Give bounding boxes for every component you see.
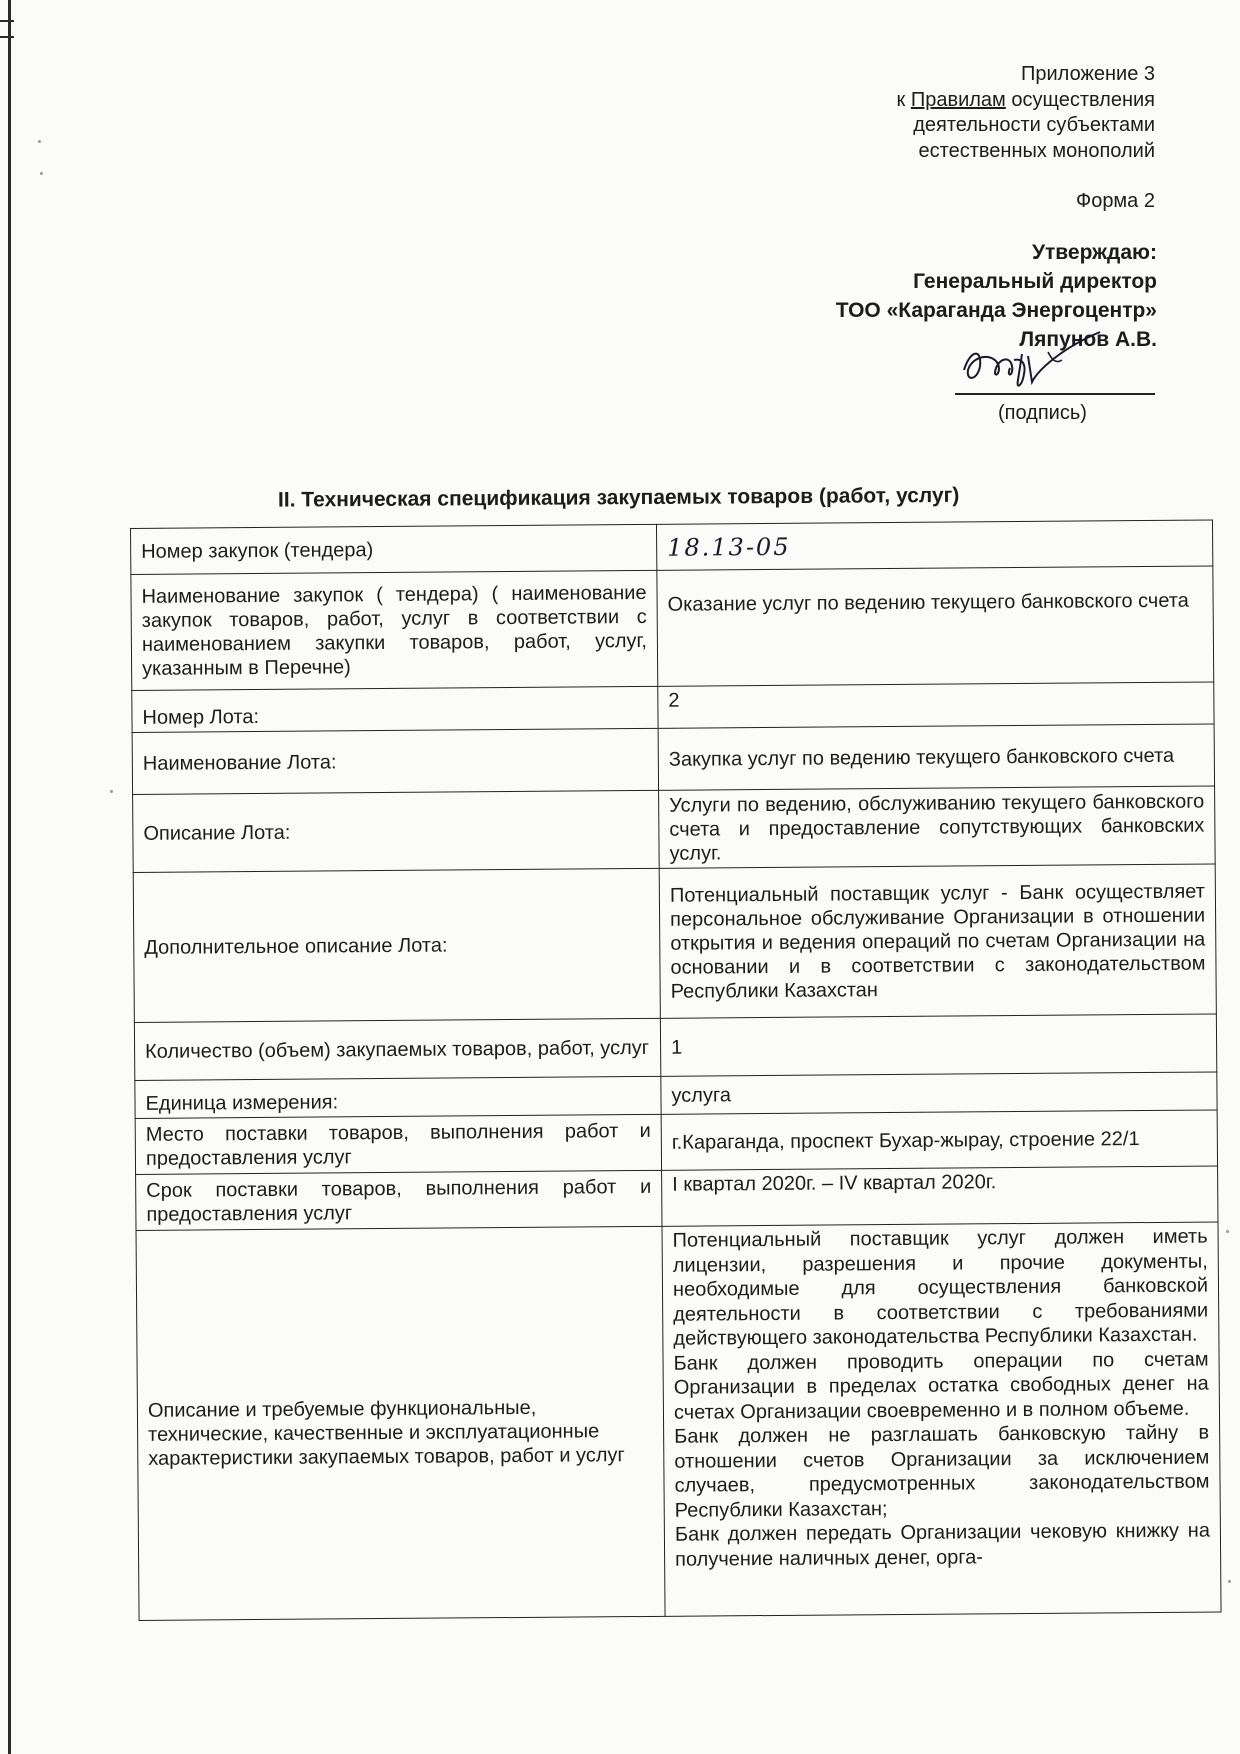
row-label: Количество (объем) закупаемых товаров, работ, услуг	[134, 1018, 660, 1080]
row-label: Описание и требуемые функциональные, технические, качественные и эксплуатационные характеристики закупаемых товаров, работ и услуг	[136, 1226, 665, 1620]
row-label: Номер закупок (тендера)	[131, 524, 657, 574]
appendix-header	[735, 62, 1155, 164]
scan-speck	[38, 140, 41, 143]
requirement-paragraph: Банк должен передать Организации чековую книжку на получение наличных денег, орга-	[674, 1519, 1210, 1571]
scan-speck	[110, 790, 113, 793]
row-value: Услуги по ведению, обслуживанию текущего банковского счета и предоставление сопутствующих банковских услуг.	[659, 786, 1216, 868]
row-value: г.Караганда, проспект Бухар-жырау, строение 22/1	[661, 1110, 1217, 1170]
row-value: 1	[660, 1014, 1216, 1076]
binding-edge	[8, 0, 11, 1754]
row-label: Место поставки товаров, выполнения работ и предоставления услуг	[135, 1114, 661, 1174]
row-value: Оказание услуг по ведению текущего банковского счета	[657, 566, 1214, 686]
approver-position: Генеральный директор	[913, 270, 1157, 293]
table-row	[132, 724, 1214, 794]
signature-line	[955, 393, 1155, 395]
row-label: Дополнительное описание Лота:	[133, 868, 660, 1022]
binding-mark	[0, 36, 14, 38]
row-label: Номер Лота:	[132, 686, 658, 732]
table-row	[136, 1166, 1218, 1230]
table-row	[135, 1110, 1217, 1174]
requirement-paragraph: Потенциальный поставщик услуг должен иметь лицензии, разрешения и прочие документы, необходимые для осуществления банковской деятельности в соответствии с требованиями действующего законодательства Республики Казахстан.	[672, 1225, 1209, 1350]
row-value: услуга	[661, 1072, 1217, 1114]
table-row	[131, 566, 1214, 690]
appendix-number: Приложение 3	[1021, 63, 1155, 85]
requirement-paragraph: Банк должен не разглашать банковскую тайну в отношении счетов Организации за исключением случаев, предусмотренных законодательством Республики Казахстан;	[674, 1421, 1210, 1522]
scan-speck	[1228, 1580, 1231, 1583]
row-label: Наименование Лота:	[132, 728, 658, 794]
scan-speck	[1226, 1230, 1229, 1233]
approval-heading: Утверждаю:	[1031, 241, 1157, 264]
row-value: I квартал 2020г. – IV квартал 2020г.	[662, 1166, 1218, 1226]
table-row	[136, 1222, 1221, 1620]
row-label: Наименование закупок ( тендера) ( наименование закупок товаров, работ, услуг в соответствии с наименованием закупки товаров, работ, услуг, указанным в Перечне)	[131, 570, 658, 690]
table-row	[134, 1014, 1216, 1080]
requirement-paragraph: Банк должен проводить операции по счетам Организации в пределах остатка свободных денег на счетах Организации своевременно и в полном объеме.	[673, 1348, 1209, 1424]
section-title: II. Техническая спецификация закупаемых товаров (работ, услуг)	[277, 483, 960, 512]
row-value: Потенциальный поставщик услуг - Банк осуществляет персональное обслуживание Организации в отношении открытия и ведения операций по счетам Организации на основании и в соответствии с законодательством Республики Казахстан	[659, 864, 1216, 1018]
appendix-line-3: деятельности субъектами	[913, 114, 1155, 136]
row-label: Срок поставки товаров, выполнения работ и предоставления услуг	[136, 1170, 662, 1230]
specification-table	[130, 519, 1222, 1620]
row-value: 2	[658, 682, 1214, 728]
row-label: Описание Лота:	[133, 790, 660, 872]
binding-mark	[0, 20, 14, 22]
handwritten-tender-number: 18.13-05	[656, 520, 1212, 570]
rules-link[interactable]: Правилам	[910, 88, 1006, 111]
approver-company: ТОО «Караганда Энергоцентр»	[835, 299, 1157, 322]
table-row	[133, 864, 1216, 1022]
approver-name: Ляпунов А.В.	[1019, 328, 1157, 351]
appendix-line-4: естественных монополий	[918, 139, 1155, 162]
rules-reference: к Правилам осуществления	[896, 88, 1155, 111]
row-value: Закупка услуг по ведению текущего банковского счета	[658, 724, 1214, 790]
row-value	[662, 1222, 1221, 1616]
form-number: Форма 2	[1075, 190, 1155, 212]
row-label: Единица измерения:	[135, 1076, 661, 1118]
signature-caption: (подпись)	[998, 402, 1087, 424]
table-row	[133, 786, 1216, 872]
scan-speck	[40, 172, 43, 175]
